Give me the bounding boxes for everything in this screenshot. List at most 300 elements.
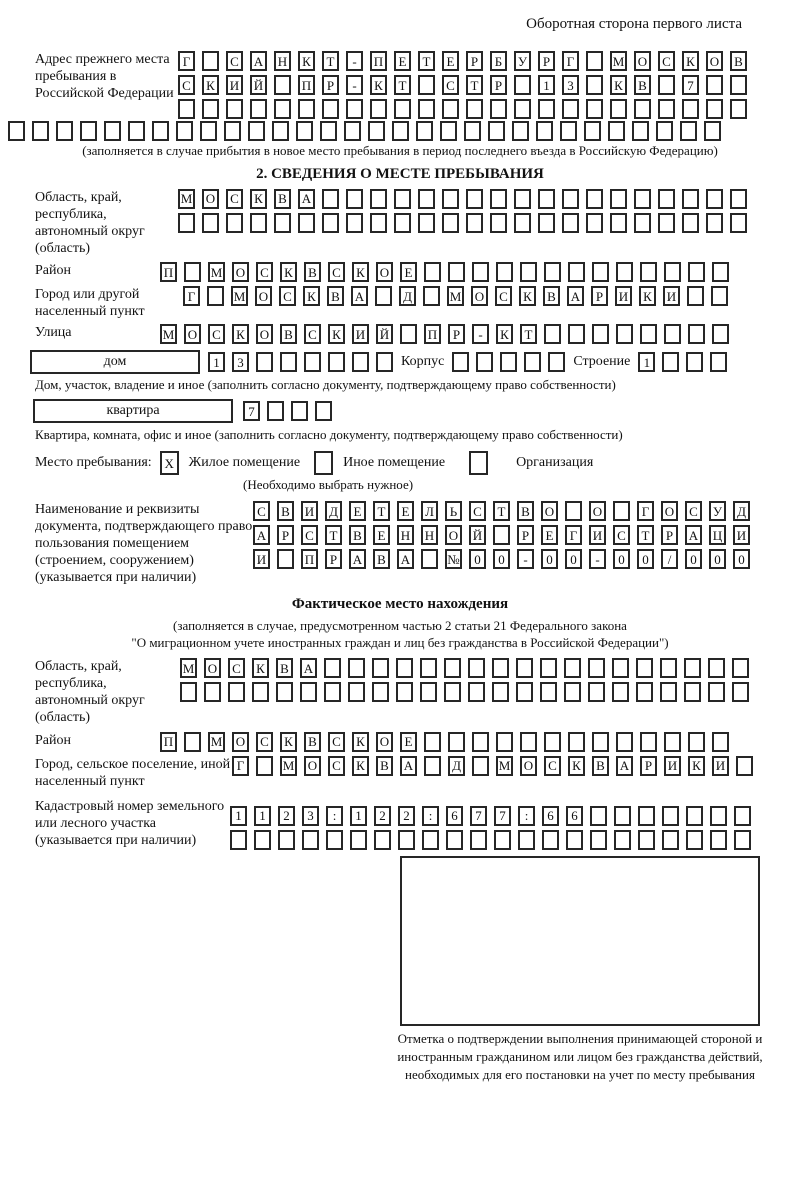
char-box[interactable]: Й [469,525,486,545]
char-box[interactable]: 0 [709,549,726,569]
char-box[interactable]: О [255,286,272,306]
char-box[interactable]: М [610,51,627,71]
char-box[interactable] [688,732,705,752]
char-box[interactable]: К [352,756,369,776]
char-box[interactable] [464,121,481,141]
char-box[interactable] [706,75,723,95]
char-box[interactable]: С [613,525,630,545]
char-box[interactable] [394,99,411,119]
char-box[interactable]: Р [325,549,342,569]
char-box[interactable]: С [279,286,296,306]
char-box[interactable] [396,658,413,678]
char-box[interactable] [444,658,461,678]
char-box[interactable]: С [256,732,273,752]
char-box[interactable]: О [256,324,273,344]
char-box[interactable]: О [471,286,488,306]
char-box[interactable] [374,830,391,850]
char-box[interactable]: Г [565,525,582,545]
char-box[interactable] [734,830,751,850]
char-box[interactable] [684,682,701,702]
char-box[interactable]: В [280,324,297,344]
char-box[interactable]: Е [397,501,414,521]
char-box[interactable]: 2 [278,806,295,826]
char-box[interactable] [656,121,673,141]
char-box[interactable] [544,262,561,282]
char-box[interactable] [636,682,653,702]
char-box[interactable]: О [445,525,462,545]
char-box[interactable]: М [208,732,225,752]
char-box[interactable] [638,830,655,850]
char-box[interactable] [664,262,681,282]
char-box[interactable]: Р [466,51,483,71]
char-box[interactable]: Г [232,756,249,776]
char-box[interactable] [370,99,387,119]
char-box[interactable]: 7 [682,75,699,95]
char-box[interactable]: К [352,732,369,752]
char-box[interactable] [686,806,703,826]
char-box[interactable] [267,401,284,421]
char-box[interactable] [421,549,438,569]
char-box[interactable] [400,324,417,344]
char-box[interactable] [442,189,459,209]
char-box[interactable]: Т [520,324,537,344]
char-box[interactable] [176,121,193,141]
char-box[interactable] [398,830,415,850]
char-box[interactable] [662,830,679,850]
char-box[interactable] [568,732,585,752]
char-box[interactable]: 1 [208,352,225,372]
char-box[interactable] [56,121,73,141]
char-box[interactable] [538,99,555,119]
char-box[interactable] [516,658,533,678]
char-box[interactable] [514,99,531,119]
char-box[interactable] [424,756,441,776]
char-box[interactable] [538,189,555,209]
char-box[interactable]: Р [591,286,608,306]
char-box[interactable] [442,99,459,119]
char-box[interactable] [128,121,145,141]
char-box[interactable]: С [228,658,245,678]
char-box[interactable]: Е [442,51,459,71]
char-box[interactable] [680,121,697,141]
char-box[interactable]: В [634,75,651,95]
char-box[interactable]: К [568,756,585,776]
char-box[interactable] [710,830,727,850]
char-box[interactable] [452,352,469,372]
char-box[interactable]: А [685,525,702,545]
char-box[interactable] [614,806,631,826]
char-box[interactable] [712,324,729,344]
char-box[interactable] [277,549,294,569]
char-box[interactable]: К [688,756,705,776]
char-box[interactable]: П [370,51,387,71]
char-box[interactable]: Ц [709,525,726,545]
char-box[interactable] [368,121,385,141]
char-box[interactable]: К [280,732,297,752]
char-box[interactable] [178,99,195,119]
char-box[interactable] [418,213,435,233]
char-box[interactable] [586,189,603,209]
char-box[interactable]: 0 [469,549,486,569]
char-box[interactable]: Т [325,525,342,545]
char-box[interactable]: Р [322,75,339,95]
char-box[interactable]: И [226,75,243,95]
char-box[interactable] [80,121,97,141]
char-box[interactable] [352,352,369,372]
char-box[interactable] [514,75,531,95]
char-box[interactable] [734,806,751,826]
char-box[interactable]: А [616,756,633,776]
char-box[interactable] [298,213,315,233]
char-box[interactable] [344,121,361,141]
char-box[interactable] [616,324,633,344]
char-box[interactable]: Т [394,75,411,95]
char-box[interactable]: 6 [542,806,559,826]
char-box[interactable] [568,324,585,344]
char-box[interactable] [202,99,219,119]
char-box[interactable]: С [685,501,702,521]
char-box[interactable]: Н [421,525,438,545]
char-box[interactable] [664,324,681,344]
char-box[interactable] [736,756,753,776]
char-box[interactable] [682,213,699,233]
char-box[interactable]: 0 [637,549,654,569]
char-box[interactable]: И [301,501,318,521]
char-box[interactable]: К [639,286,656,306]
char-box[interactable]: В [517,501,534,521]
char-box[interactable]: В [543,286,560,306]
char-box[interactable] [732,682,749,702]
char-box[interactable]: Н [274,51,291,71]
char-box[interactable]: О [202,189,219,209]
char-box[interactable]: Г [183,286,200,306]
char-box[interactable]: Е [349,501,366,521]
char-box[interactable]: А [567,286,584,306]
char-box[interactable]: П [298,75,315,95]
char-box[interactable] [490,213,507,233]
char-box[interactable]: О [304,756,321,776]
char-box[interactable]: : [326,806,343,826]
char-box[interactable] [350,830,367,850]
char-box[interactable]: С [328,756,345,776]
char-box[interactable] [708,658,725,678]
char-box[interactable] [616,732,633,752]
char-box[interactable]: В [327,286,344,306]
char-box[interactable]: О [634,51,651,71]
char-box[interactable]: О [232,262,249,282]
char-box[interactable]: Т [637,525,654,545]
char-box[interactable] [468,682,485,702]
char-box[interactable]: М [280,756,297,776]
char-box[interactable] [226,213,243,233]
char-box[interactable] [590,806,607,826]
char-box[interactable] [372,682,389,702]
char-box[interactable] [610,99,627,119]
char-box[interactable]: : [422,806,439,826]
char-box[interactable] [592,262,609,282]
char-box[interactable] [562,189,579,209]
char-box[interactable]: К [250,189,267,209]
char-box[interactable]: Е [394,51,411,71]
char-box[interactable] [586,75,603,95]
char-box[interactable] [636,658,653,678]
char-box[interactable]: Г [637,501,654,521]
char-box[interactable] [230,830,247,850]
char-box[interactable] [682,99,699,119]
char-box[interactable]: Й [376,324,393,344]
char-box[interactable] [664,732,681,752]
char-box[interactable] [298,99,315,119]
char-box[interactable] [634,189,651,209]
char-box[interactable] [370,189,387,209]
char-box[interactable] [180,682,197,702]
char-box[interactable]: К [328,324,345,344]
char-box[interactable]: 1 [638,352,655,372]
char-box[interactable]: В [349,525,366,545]
char-box[interactable] [612,658,629,678]
char-box[interactable]: М [231,286,248,306]
char-box[interactable] [712,732,729,752]
char-box[interactable] [711,286,728,306]
char-box[interactable]: А [250,51,267,71]
char-box[interactable] [250,99,267,119]
char-box[interactable] [586,213,603,233]
char-box[interactable] [660,682,677,702]
char-box[interactable]: Г [178,51,195,71]
char-box[interactable]: 0 [733,549,750,569]
char-box[interactable] [444,682,461,702]
char-box[interactable]: 3 [562,75,579,95]
char-box[interactable] [686,352,703,372]
char-box[interactable] [710,806,727,826]
char-box[interactable]: 0 [613,549,630,569]
char-box[interactable]: Т [466,75,483,95]
char-box[interactable]: С [328,732,345,752]
char-box[interactable] [520,732,537,752]
char-box[interactable] [544,324,561,344]
char-box[interactable] [472,756,489,776]
char-box[interactable] [272,121,289,141]
char-box[interactable]: П [424,324,441,344]
char-box[interactable]: О [204,658,221,678]
char-box[interactable] [512,121,529,141]
char-box[interactable] [634,213,651,233]
char-box[interactable] [302,830,319,850]
char-box[interactable]: К [610,75,627,95]
char-box[interactable]: К [352,262,369,282]
char-box[interactable] [730,189,747,209]
char-box[interactable]: А [397,549,414,569]
char-box[interactable]: 7 [494,806,511,826]
char-box[interactable] [540,658,557,678]
char-box[interactable]: 3 [302,806,319,826]
char-box[interactable] [518,830,535,850]
char-box[interactable]: М [160,324,177,344]
char-box[interactable]: Р [640,756,657,776]
char-box[interactable] [348,658,365,678]
char-box[interactable]: 3 [232,352,249,372]
char-box[interactable]: С [658,51,675,71]
char-box[interactable] [440,121,457,141]
char-box[interactable]: О [661,501,678,521]
char-box[interactable]: И [589,525,606,545]
char-box[interactable] [706,189,723,209]
char-box[interactable]: 1 [230,806,247,826]
char-box[interactable] [200,121,217,141]
char-box[interactable] [565,501,582,521]
char-box[interactable]: О [376,732,393,752]
char-box[interactable]: Й [250,75,267,95]
char-box[interactable]: Р [277,525,294,545]
char-box[interactable] [608,121,625,141]
char-box[interactable]: Р [490,75,507,95]
char-box[interactable]: Б [490,51,507,71]
char-box[interactable]: Д [448,756,465,776]
char-box[interactable] [490,189,507,209]
char-box[interactable] [688,262,705,282]
char-box[interactable] [548,352,565,372]
char-box[interactable] [496,262,513,282]
char-box[interactable] [514,213,531,233]
char-box[interactable] [524,352,541,372]
char-box[interactable] [224,121,241,141]
char-box[interactable] [640,732,657,752]
char-box[interactable] [468,658,485,678]
char-box[interactable]: А [351,286,368,306]
char-box[interactable]: 1 [254,806,271,826]
char-box[interactable]: С [544,756,561,776]
char-box[interactable] [252,682,269,702]
char-box[interactable] [274,99,291,119]
char-box[interactable] [348,682,365,702]
char-box[interactable] [104,121,121,141]
char-box[interactable] [420,682,437,702]
char-box[interactable] [322,99,339,119]
char-box[interactable]: С [304,324,321,344]
char-box[interactable] [684,658,701,678]
char-box[interactable]: - [589,549,606,569]
char-box[interactable] [324,658,341,678]
char-box[interactable]: О [589,501,606,521]
char-box[interactable] [446,830,463,850]
char-box[interactable]: 1 [538,75,555,95]
char-box[interactable]: Т [322,51,339,71]
char-box[interactable] [392,121,409,141]
char-box[interactable] [488,121,505,141]
char-box[interactable] [658,213,675,233]
char-box[interactable] [274,75,291,95]
char-box[interactable] [394,213,411,233]
char-box[interactable]: Т [493,501,510,521]
char-box[interactable] [370,213,387,233]
char-box[interactable]: 1 [350,806,367,826]
char-box[interactable]: В [592,756,609,776]
char-box[interactable]: Ь [445,501,462,521]
char-box[interactable] [658,189,675,209]
char-box[interactable] [326,830,343,850]
char-box[interactable]: В [304,732,321,752]
char-box[interactable]: К [682,51,699,71]
char-box[interactable]: Д [325,501,342,521]
char-box[interactable] [424,732,441,752]
char-box[interactable] [346,213,363,233]
char-box[interactable] [710,352,727,372]
char-box[interactable] [540,682,557,702]
char-box[interactable]: Г [562,51,579,71]
char-box[interactable] [448,262,465,282]
char-box[interactable] [562,213,579,233]
char-box[interactable]: О [520,756,537,776]
char-box[interactable]: А [253,525,270,545]
char-box[interactable]: К [303,286,320,306]
char-box[interactable] [324,682,341,702]
char-box[interactable] [375,286,392,306]
char-box[interactable] [152,121,169,141]
char-box[interactable] [566,830,583,850]
char-box[interactable]: И [352,324,369,344]
char-box[interactable]: С [442,75,459,95]
char-box[interactable] [536,121,553,141]
char-box[interactable]: А [298,189,315,209]
char-box[interactable] [442,213,459,233]
char-box[interactable] [476,352,493,372]
char-box[interactable] [686,830,703,850]
char-box[interactable] [712,262,729,282]
char-box[interactable]: 7 [470,806,487,826]
char-box[interactable] [204,682,221,702]
char-box[interactable]: У [709,501,726,521]
char-box[interactable] [584,121,601,141]
char-box[interactable] [202,213,219,233]
char-box[interactable]: М [178,189,195,209]
char-box[interactable]: И [253,549,270,569]
char-box[interactable]: / [661,549,678,569]
char-box[interactable]: 2 [374,806,391,826]
char-box[interactable] [538,213,555,233]
char-box[interactable] [416,121,433,141]
char-box[interactable] [586,99,603,119]
char-box[interactable] [466,189,483,209]
char-box[interactable]: С [208,324,225,344]
char-box[interactable] [613,501,630,521]
char-box[interactable] [184,732,201,752]
char-box[interactable] [254,830,271,850]
char-box[interactable] [658,75,675,95]
char-box[interactable] [300,682,317,702]
char-box[interactable] [616,262,633,282]
char-box[interactable]: К [202,75,219,95]
char-box[interactable]: Т [418,51,435,71]
char-box[interactable] [320,121,337,141]
char-box[interactable] [322,189,339,209]
char-box[interactable]: Р [661,525,678,545]
char-box[interactable] [496,732,513,752]
char-box[interactable]: И [664,756,681,776]
char-box[interactable]: Р [448,324,465,344]
char-box[interactable] [8,121,25,141]
char-box[interactable] [470,830,487,850]
char-box[interactable]: К [298,51,315,71]
char-box[interactable] [688,324,705,344]
char-box[interactable]: 0 [493,549,510,569]
char-box[interactable]: № [445,549,462,569]
char-box[interactable] [228,682,245,702]
char-box[interactable] [423,286,440,306]
char-box[interactable]: М [496,756,513,776]
char-box[interactable] [632,121,649,141]
char-box[interactable]: В [373,549,390,569]
char-box[interactable]: К [496,324,513,344]
